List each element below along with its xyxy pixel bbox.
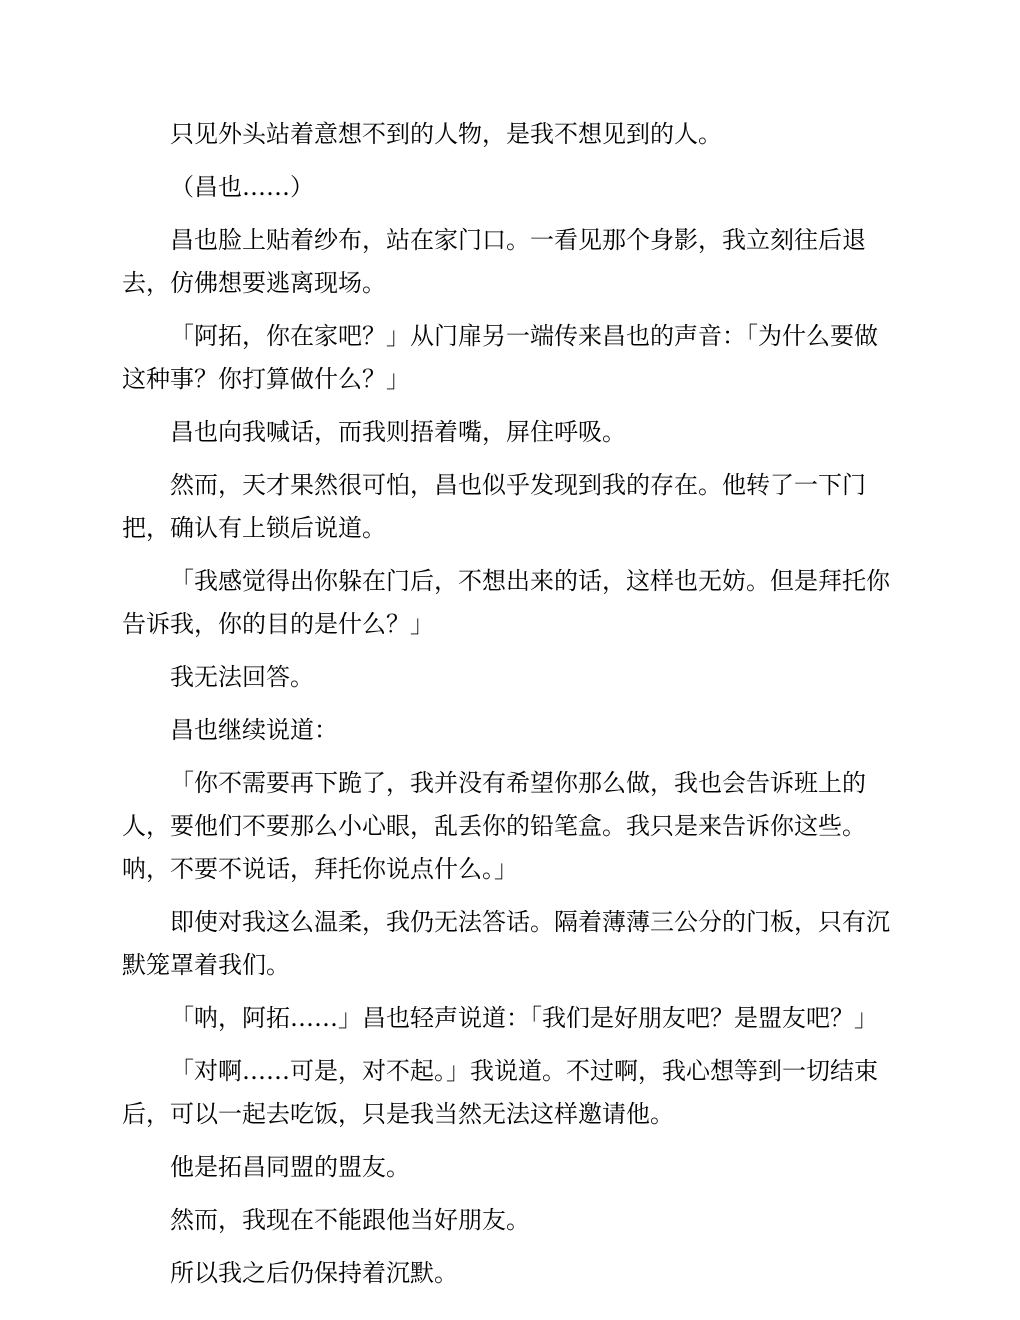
paragraph: 所以我之后仍保持着沉默。 [170, 1259, 458, 1287]
paragraph: 然而，我现在不能跟他当好朋友。 [170, 1206, 530, 1234]
paragraph: 只见外头站着意想不到的人物，是我不想见到的人。 [170, 120, 722, 148]
paragraph: 然而，天才果然很可怕，昌也似乎发现到我的存在。他转了一下门把，确认有上锁后说道。 [122, 471, 866, 542]
paragraph: 我无法回答。 [170, 663, 314, 691]
paragraph: 「对啊……可是，对不起。」我说道。不过啊，我心想等到一切结束后，可以一起去吃饭，只是我当然无法这样邀请他。 [122, 1057, 878, 1128]
paragraph: 「我感觉得出你躲在门后，不想出来的话，这样也无妨。但是拜托你告诉我，你的目的是什么？」 [122, 567, 890, 638]
paragraph: 昌也继续说道： [170, 716, 338, 744]
paragraph: 昌也脸上贴着纱布，站在家门口。一看见那个身影，我立刻往后退去，仿佛想要逃离现场。 [122, 226, 866, 297]
paragraph: （昌也……） [170, 173, 314, 201]
paragraph: 他是拓昌同盟的盟友。 [170, 1153, 410, 1181]
paragraph: 即使对我这么温柔，我仍无法答话。隔着薄薄三公分的门板，只有沉默笼罩着我们。 [122, 908, 890, 979]
paragraph: 昌也向我喊话，而我则捂着嘴，屏住呼吸。 [170, 418, 626, 446]
paragraph: 「阿拓，你在家吧？」从门扉另一端传来昌也的声音：「为什么要做这种事？你打算做什么？」 [122, 322, 878, 393]
paragraph: 「呐，阿拓……」昌也轻声说道：「我们是好朋友吧？是盟友吧？」 [170, 1004, 878, 1032]
body-text [122, 113, 897, 1305]
paragraph: 「你不需要再下跪了，我并没有希望你那么做，我也会告诉班上的人，要他们不要那么小心眼，乱丢你的铅笔盒。我只是来告诉你这些。呐，不要不说话，拜托你说点什么。」 [122, 769, 866, 883]
